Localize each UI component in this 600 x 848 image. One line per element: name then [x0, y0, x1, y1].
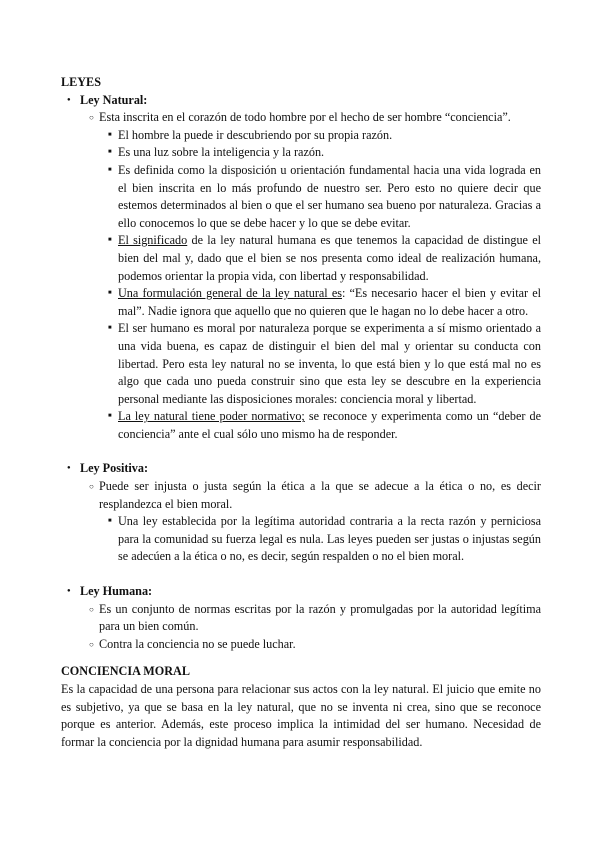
natural-point-5	[61, 285, 541, 320]
natural-point-2: ■ Es una luz sobre la inteligencia y la razón.	[61, 144, 541, 162]
ley-positiva-points	[61, 513, 541, 566]
ley-natural-intro: ○ Esta inscrita en el corazón de todo hombre por el hecho de ser hombre “conciencia”.	[61, 109, 541, 127]
ley-natural-label: Ley Natural:	[80, 92, 148, 107]
ley-natural-sublist	[61, 109, 541, 127]
natural-point-3: ■ Es definida como la disposición u orientación fundamental hacia una vida lograda en el bien inscrita en lo más profundo de nuestro ser. Pero esto no quiere decir que estemos determinados al bien o que el ser humano sea bueno por naturaleza. Gracias a ello conocemos lo que se debe hacer y lo que se debe evitar.	[61, 162, 541, 232]
point-text: de la ley natural humana es que tenemos la capacidad de distingue el bien del mal y, dado que el bien se nos presenta como ideal de realización humana, podemos orientar la propia vida, con libertad y responsabilidad.	[118, 233, 542, 283]
point-text: : “Es necesario hacer el bien y evitar el mal”. Nadie ignora que aquello que no quieren que le hagan no lo debe hacer a otro.	[118, 286, 541, 318]
ley-positiva-intro: ○ Puede ser injusta o justa según la ética a la que se adecue a la ética o no, es decir resplandezca el bien moral.	[61, 478, 541, 513]
ley-natural-item	[61, 92, 541, 110]
underlined-phrase: Una formulación general de la ley natural es	[118, 286, 342, 301]
humana-point-2: ○ Contra la conciencia no se puede luchar.	[61, 636, 541, 654]
natural-point-4	[61, 232, 541, 285]
positiva-point-1: ■ Una ley establecida por la legítima autoridad contraria a la recta razón y perniciosa para la comunidad su fuerza legal es nula. Las leyes pueden ser justas o injustas según se adecúen a la ética o no, es decir, según respalden o no el bien moral.	[61, 513, 541, 566]
ley-positiva-sublist	[61, 478, 541, 513]
point-text: se reconoce y experimenta como un “deber de conciencia” ante el cual sólo uno mismo ha de responder.	[118, 409, 541, 441]
natural-point-6: ■ El ser humano es moral por naturaleza porque se experimenta a sí mismo orientado a una vida buena, es capaz de distinguir el bien del mal y orientar su conducta con libertad. Pero esta ley natural no se inventa, lo que está bien y lo que está mal no es algo que cada uno pueda construir sino que esta ley se descubre en la experiencia personal mediante las disposiciones morales: conciencia moral y libertad.	[61, 320, 541, 408]
document-page	[61, 74, 541, 751]
ley-natural-points	[61, 127, 541, 444]
leyes-list	[61, 92, 541, 110]
section-title-leyes: LEYES	[61, 75, 101, 89]
humana-point-1: ○ Es un conjunto de normas escritas por la razón y promulgadas por la autoridad legítima para un bien común.	[61, 601, 541, 636]
natural-point-1: ■ El hombre la puede ir descubriendo por su propia razón.	[61, 127, 541, 145]
ley-humana-item	[61, 583, 541, 601]
ley-humana-label: Ley Humana:	[80, 584, 153, 599]
underlined-phrase: La ley natural tiene poder normativo;	[118, 409, 305, 424]
ley-humana-sublist	[61, 601, 541, 654]
ley-positiva-item	[61, 460, 541, 478]
natural-point-7	[61, 408, 541, 443]
conciencia-paragraph: Es la capacidad de una persona para relacionar sus actos con la ley natural. El juicio que emite no es subjetivo, ya que se basa en la ley natural, que no se inventa ni crea, sino que se reconoce porque es anterior. Además, este proceso implica la intimidad del ser humano. Necesidad de formar la conciencia por la dignidad humana para asumir responsabilidad.	[61, 682, 541, 749]
underlined-phrase: El significado	[118, 233, 188, 248]
ley-positiva-list	[61, 460, 541, 478]
section-title-conciencia: CONCIENCIA MORAL	[61, 664, 190, 679]
ley-positiva-label: Ley Positiva:	[80, 461, 149, 476]
ley-humana-list	[61, 583, 541, 601]
